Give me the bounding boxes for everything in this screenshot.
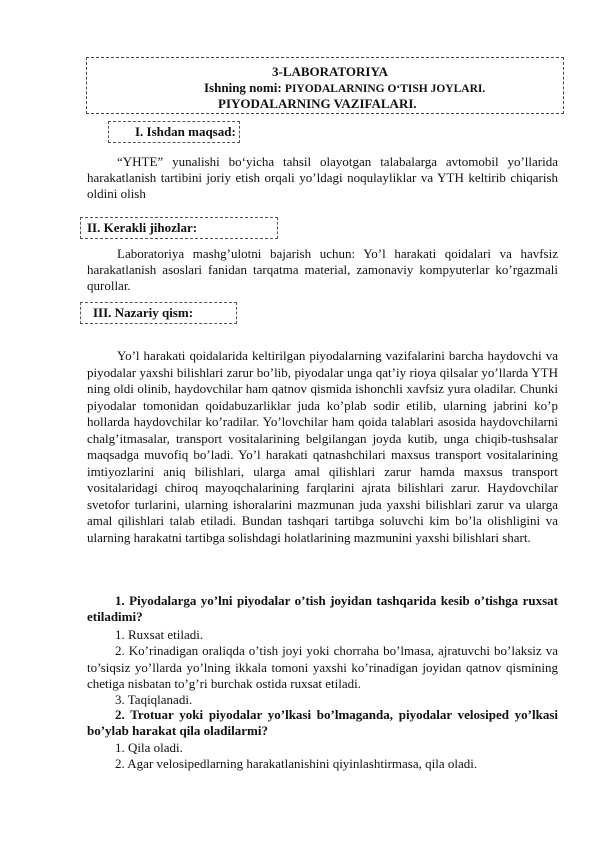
question-1: 1. Piyodalarga yo’lni piyodalar o’tish joyidan tashqarida kesib o’tishga ruxsat etiladimi? (87, 593, 558, 624)
topic-value: PIYODALARNING O‘TISH JOYLARI. (284, 83, 486, 95)
theory-paragraph (87, 348, 558, 547)
lab-number: 3-LABORATORIYA (272, 64, 389, 79)
goal-paragraph (87, 154, 558, 203)
q2-answer-1: 1. Qila oladi. (115, 740, 183, 755)
q1-answer-3: 3. Taqiqlanadi. (115, 692, 193, 707)
q2-answer-2: 2. Agar velosipedlarning harakatlanishini qiyinlashtirmasa, qila oladi. (115, 756, 478, 771)
topic-line-2: PIYODALARNING VAZIFALARI. (218, 96, 417, 111)
tools-paragraph (87, 246, 558, 295)
goal-section-title: I. Ishdan maqsad: (108, 121, 240, 143)
theory-section-title: III. Nazariy qism: (80, 302, 237, 324)
theory-text: Yo’l harakati qoidalarida keltirilgan piyodalarning vazifalarini barcha haydovchi va piyodalar yaxshi bilishlari zarur bo’lib, piyodalar unga qat’iy rioya qilsalar yo’llarda YTH ning oldi olinib, haydovchilar ham qatnov qismida ishonchli xavfsiz yura oladilar. Chunki piyodalar tomonidan qoidabuzarliklar juda ko’plab sodir etilib, ularning jabrini ko’p hollarda haydovchilar ko’radilar. Yo’lovchilar ham qoida talablari asosida haydovchilarni chalg’itmasalar, transport vositalarining belgilangan joyda kutib, unga chiqib-tushsalar maqsadga muvofiq bo’ladi. Yo’l harakati qatnashchilari maxsus transport vositalarining imtiyozlarini aniq bilishlari, ularga amal qilishlari zarur hamda maxsus transport vositalaridagi chiroq mayoqchalarining farqlarini ajrata bilishlari zarur. Haydovchilar svetofor turlarini, ularning ishoralarini mazmunan juda yaxshi bilishlari zarur va ularga amal qilishlari talab etiladi. Bundan tashqari tartibga soluvchi kim bo’la olishligini va ularning harakatni tartibga solishdagi holatlarining mazmunini yaxshi bilishlari shart. (87, 348, 558, 546)
tools-section-title: II. Kerakli jihozlar: (80, 217, 278, 239)
topic-line (204, 80, 485, 97)
topic-label: Ishning nomi: (204, 80, 282, 95)
q1-answer-2: 2. Ko’rinadigan oraliqda o’tish joyi yoki chorraha bo’lmasa, ajratuvchi bo’laksiz va to’siqsiz yo’llarda yo’lning ikkala tomoni yaxshi ko’rinadigan joyidan qatnov qismining chetiga nisbatan to’g’ri burchak ostida ruxsat etiladi. (87, 643, 558, 691)
goal-text: “YHTE” yunalishi bo‘yicha tahsil olayotgan talabalarga avtomobil yo’llarida harakatlanish tartibini joriy etish orqali yo’ldagi noqulayliklar va YTH keltirib chiqarish oldini olish (87, 154, 558, 202)
tools-text: Laboratoriya mashg’ulotni bajarish uchun: Yo’l harakati qoidalari va havfsiz harakatlanish asoslari fanidan tarqatma material, zamonaviy kompyuterlar ko’rgazmali qurollar. (87, 246, 558, 294)
question-2: 2. Trotuar yoki piyodalar yo’lkasi bo’lmaganda, piyodalar velosiped yo’lkasi bo’ylab harakat qila oladilarmi? (87, 707, 558, 738)
q1-answer-1: 1. Ruxsat etiladi. (115, 627, 204, 642)
